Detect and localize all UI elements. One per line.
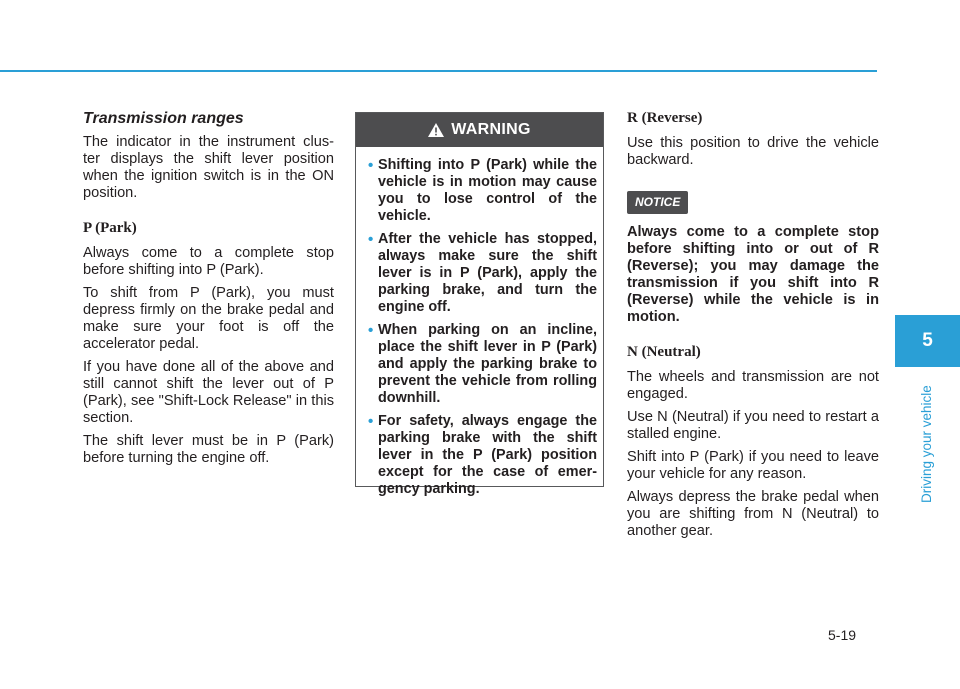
warning-header — [356, 113, 603, 147]
intro-paragraph: The indicator in the instrument clus- ter displays the shift lever position when the ignition switch is in the ON position. — [83, 134, 334, 201]
chapter-tab — [895, 315, 960, 367]
section-heading: Transmission ranges — [83, 110, 244, 127]
chapter-number: 5 — [922, 330, 933, 351]
notice-text: Always come to a complete stop before shifting into or out of R (Reverse); you may damage the transmission if you shift into R (Reverse) while the vehicle is in motion. — [627, 224, 879, 325]
neutral-paragraph: Always depress the brake pedal when you are shifting from N (Neutral) to another gear. — [627, 489, 879, 539]
notice-badge: NOTICE — [627, 191, 688, 214]
warning-title: WARNING — [451, 121, 531, 138]
warning-item: • After the vehicle has stopped, always make sure the shift lever is in P (Park), apply the parking brake, and turn the engine off. — [368, 231, 597, 316]
warning-item: • For safety, always engage the parking brake with the shift lever in the P (Park) position except for the case of emer- gency parking. — [368, 413, 597, 498]
warning-list — [356, 147, 603, 498]
left-column — [83, 110, 334, 473]
park-paragraph: The shift lever must be in P (Park) before turning the engine off. — [83, 433, 334, 466]
warning-triangle-icon — [428, 123, 444, 137]
neutral-heading: N (Neutral) — [627, 344, 701, 360]
chapter-label: Driving your vehicle — [919, 385, 934, 503]
right-column — [627, 110, 879, 546]
warning-item: • When parking on an incline, place the shift lever in P (Park) and apply the parking brake to prevent the vehicle from rolling downhill. — [368, 322, 597, 407]
park-heading: P (Park) — [83, 220, 137, 236]
warning-item: • Shifting into P (Park) while the vehicle is in motion may cause you to lose control of the vehicle. — [368, 157, 597, 225]
park-paragraph: Always come to a complete stop before shifting into P (Park). — [83, 245, 334, 278]
neutral-paragraph: Use N (Neutral) if you need to restart a stalled engine. — [627, 409, 879, 442]
reverse-heading: R (Reverse) — [627, 110, 703, 126]
reverse-paragraph: Use this position to drive the vehicle backward. — [627, 135, 879, 168]
neutral-paragraph: Shift into P (Park) if you need to leave your vehicle for any reason. — [627, 449, 879, 482]
park-paragraph: To shift from P (Park), you must depress firmly on the brake pedal and make sure your foot is off the accelerator pedal. — [83, 285, 334, 352]
header-rule — [0, 70, 877, 72]
park-paragraph: If you have done all of the above and still cannot shift the lever out of P (Park), see "Shift-Lock Release" in this section. — [83, 359, 334, 426]
neutral-paragraph: The wheels and transmission are not engaged. — [627, 369, 879, 402]
page-number: 5-19 — [828, 627, 857, 643]
warning-box — [355, 112, 604, 497]
